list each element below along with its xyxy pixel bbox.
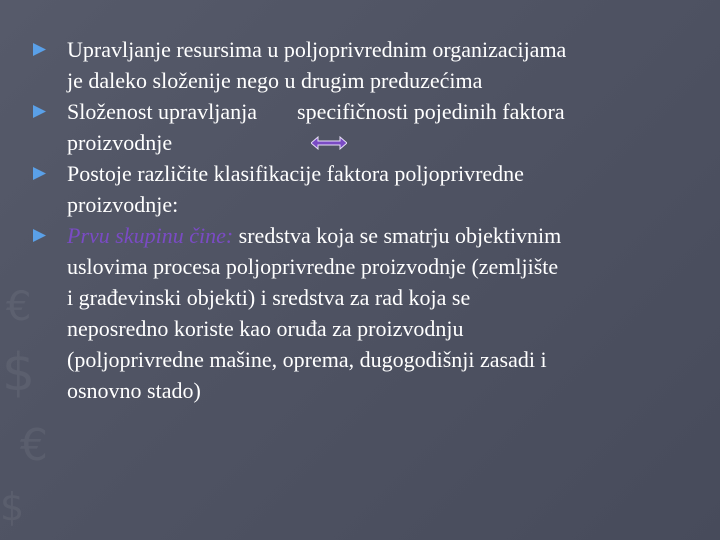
bullet-text-part: sredstva koja se smatrju objektivnim — [233, 223, 562, 248]
svg-text:$: $ — [0, 485, 25, 529]
bullet-text-line: Upravljanje resursima u poljoprivrednim organizacijama — [67, 37, 567, 62]
bullet-text-line: uslovima procesa poljoprivredne proizvodnje (zemljište — [67, 254, 559, 279]
triangle-right-icon — [30, 96, 60, 127]
bullet-text-line: Postoje različite klasifikacije faktora poljoprivredne — [67, 161, 524, 186]
bullet-text-line: (poljoprivredne mašine, oprema, dugogodišnji zasadi i — [67, 347, 547, 372]
svg-text:€: € — [6, 284, 32, 330]
bullet-text-line — [67, 220, 710, 251]
triangle-right-icon — [30, 220, 60, 251]
bullet-text-part: Složenost upravljanja — [67, 99, 258, 124]
svg-text:€: € — [20, 420, 48, 471]
svg-text:$: $ — [2, 343, 36, 403]
slide-body — [30, 34, 710, 406]
bullet-text-line: i građevinski objekti) i sredstva za rad koja se — [67, 285, 471, 310]
emphasized-text: Prvu skupinu čine: — [67, 223, 234, 248]
double-arrow-icon — [311, 136, 347, 150]
bullet-text-line: proizvodnje — [67, 130, 173, 155]
bullet-item — [30, 34, 710, 96]
bullet-item — [30, 158, 710, 220]
bullet-text-line: neposredno koriste kao oruđa za proizvodnju — [67, 316, 464, 341]
bullet-item — [30, 96, 710, 158]
bullet-text-line: osnovno stado) — [67, 378, 201, 403]
bullet-text-line: proizvodnje: — [67, 192, 179, 217]
bullet-text-line — [67, 96, 710, 127]
triangle-right-icon — [30, 158, 60, 189]
bullet-text-line: je daleko složenije nego u drugim preduzećima — [67, 68, 483, 93]
triangle-right-icon — [30, 34, 60, 65]
bullet-text-part: specifičnosti pojedinih faktora — [297, 99, 565, 124]
bullet-item — [30, 220, 710, 406]
